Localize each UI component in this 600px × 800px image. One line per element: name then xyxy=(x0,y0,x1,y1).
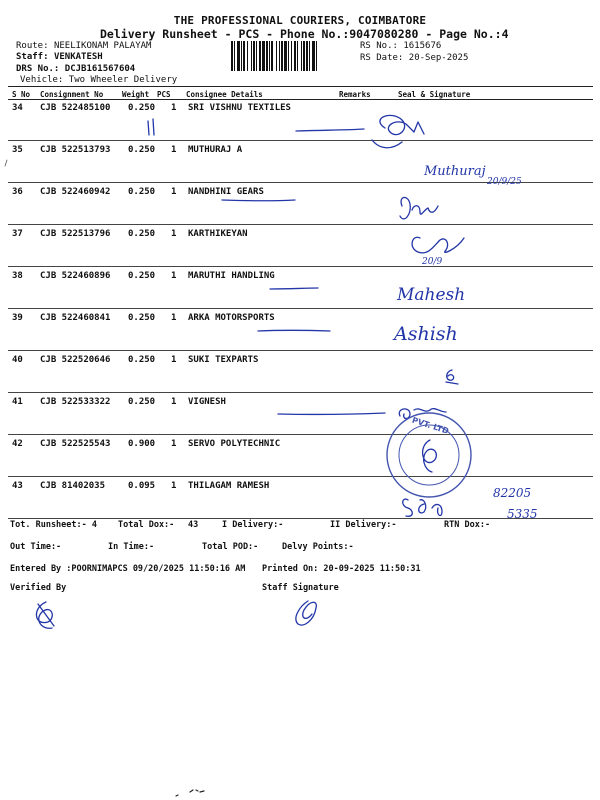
stamp-text: PVT. LTD xyxy=(410,415,450,436)
handwritten-row43-b: 5335 xyxy=(507,507,538,521)
row-consignment-no: CJB 522520646 xyxy=(40,355,111,365)
row-consignee: SRI VISHNU TEXTILES xyxy=(188,103,291,113)
drs-label: DRS No.: xyxy=(16,64,60,74)
company-title: THE PROFESSIONAL COURIERS, COIMBATORE xyxy=(173,14,427,27)
row-consignment-no: CJB 81402035 xyxy=(40,481,106,491)
company-stamp-icon xyxy=(387,413,471,497)
row-sno: 35 xyxy=(12,145,23,155)
row-weight: 0.250 xyxy=(128,355,156,365)
handwritten-row37-date: 20/9 xyxy=(422,257,443,267)
row-pcs: 1 xyxy=(171,145,177,155)
delvy-points: Delvy Points:- xyxy=(282,542,354,552)
col-consignment: Consignment No xyxy=(40,90,104,99)
row-pcs: 1 xyxy=(171,187,177,197)
route-value: NEELIKONAM PALAYAM xyxy=(53,41,152,51)
row-sno: 34 xyxy=(12,103,23,113)
row-sno: 42 xyxy=(12,439,23,449)
row-consignee: ARKA MOTORSPORTS xyxy=(188,313,275,323)
row-weight: 0.250 xyxy=(128,103,156,113)
vehicle-label: Vehicle: xyxy=(20,75,64,85)
handwritten-row35-date: 20/9/25 xyxy=(487,177,522,187)
row-consignee: SUKI TEXPARTS xyxy=(188,355,259,365)
row-consignment-no: CJB 522460841 xyxy=(40,313,111,323)
out-time: Out Time:- xyxy=(10,542,62,552)
row-weight: 0.250 xyxy=(128,229,156,239)
staff-signature-label: Staff Signature xyxy=(262,583,339,593)
total-pod: Total POD:- xyxy=(202,542,259,552)
delivery-line xyxy=(270,288,318,289)
total-runsheet: Tot. Runsheet:- 4 xyxy=(10,520,97,530)
row-consignee: VIGNESH xyxy=(188,397,226,407)
row-sno: 43 xyxy=(12,481,23,491)
staff-value: VENKATESH xyxy=(53,52,103,62)
row-pcs: 1 xyxy=(171,481,177,491)
signature-row36-icon xyxy=(400,197,438,218)
row-consignee: THILAGAM RAMESH xyxy=(188,481,270,491)
delivery-line xyxy=(222,200,295,201)
signature-row34-icon xyxy=(372,115,424,147)
route-label: Route: xyxy=(16,41,49,51)
row-consignment-no: CJB 522525543 xyxy=(40,439,111,449)
col-weight: Weight xyxy=(122,90,150,99)
row-consignment-no: CJB 522513793 xyxy=(40,145,111,155)
delivery-line xyxy=(296,129,364,131)
row-pcs: 1 xyxy=(171,271,177,281)
handwritten-row39: Ashish xyxy=(394,323,458,345)
row-pcs: 1 xyxy=(171,103,177,113)
rtn-dox: RTN Dox:- xyxy=(444,520,491,530)
handwritten-row38: Mahesh xyxy=(397,285,466,305)
row-sno: 38 xyxy=(12,271,23,281)
ii-delivery: II Delivery:- xyxy=(330,520,397,530)
handwritten-row35: Muthuraj xyxy=(424,164,486,179)
row-weight: 0.095 xyxy=(128,481,156,491)
signature-row40-icon xyxy=(446,370,458,384)
handwritten-row43-a: 82205 xyxy=(493,486,532,500)
row-pcs: 1 xyxy=(171,313,177,323)
row-consignment-no: CJB 522460942 xyxy=(40,187,111,197)
staff-signature-icon xyxy=(296,601,316,625)
staff-label: Staff: xyxy=(16,52,49,62)
row-pcs: 1 xyxy=(171,229,177,239)
total-dox-label: Total Dox:- xyxy=(118,520,175,530)
row-consignee: NANDHINI GEARS xyxy=(188,187,264,197)
vehicle-value: Two Wheeler Delivery xyxy=(68,75,178,85)
row-consignee: SERVO POLYTECHNIC xyxy=(188,439,281,449)
row-consignee: MARUTHI HANDLING xyxy=(188,271,275,281)
row-weight: 0.250 xyxy=(128,145,156,155)
row-sno: 36 xyxy=(12,187,23,197)
drs-value: DCJB161567604 xyxy=(64,64,136,74)
row-consignment-no: CJB 522485100 xyxy=(40,103,111,113)
verified-by-signature-icon xyxy=(36,602,54,628)
rs-date-value: 20-Sep-2025 xyxy=(408,53,469,63)
entered-by: Entered By :POORNIMAPCS 09/20/2025 11:50:16 AM xyxy=(10,564,246,574)
row-consignment-no: CJB 522513796 xyxy=(40,229,111,239)
row-weight: 0.250 xyxy=(128,313,156,323)
row-sno: 40 xyxy=(12,355,23,365)
runsheet-title: Delivery Runsheet - PCS - Phone No.:9047080280 - Page No.:4 xyxy=(100,27,509,41)
printed-on: Printed On: 20-09-2025 11:50:31 xyxy=(262,564,421,574)
rs-date-label: RS Date: xyxy=(360,53,404,63)
rs-no-label: RS No.: xyxy=(360,41,398,51)
row-pcs: 1 xyxy=(171,355,177,365)
row-sno: 37 xyxy=(12,229,23,239)
row-weight: 0.250 xyxy=(128,271,156,281)
scan-noise-icon xyxy=(5,160,204,796)
row-weight: 0.250 xyxy=(128,397,156,407)
row-pcs: 1 xyxy=(171,397,177,407)
i-delivery: I Delivery:- xyxy=(222,520,284,530)
row-weight: 0.900 xyxy=(128,439,156,449)
row-sno: 39 xyxy=(12,313,23,323)
signature-row43-icon xyxy=(403,499,442,516)
rs-no-value: 1615676 xyxy=(403,41,442,51)
row-consignment-no: CJB 522533322 xyxy=(40,397,111,407)
delivery-line xyxy=(258,330,330,331)
row-consignee: MUTHURAJ A xyxy=(188,145,243,155)
tick-mark-icon xyxy=(148,119,154,135)
delivery-line xyxy=(278,413,385,414)
total-dox-value: 43 xyxy=(188,520,199,530)
col-remarks: Remarks xyxy=(339,90,371,99)
col-consignee: Consignee Details xyxy=(186,90,263,99)
col-sno: S No xyxy=(12,90,31,99)
col-seal-signature: Seal & Signature xyxy=(398,90,471,99)
row-weight: 0.250 xyxy=(128,187,156,197)
row-sno: 41 xyxy=(12,397,23,407)
signature-row37-icon xyxy=(412,237,464,253)
row-consignment-no: CJB 522460896 xyxy=(40,271,111,281)
col-pcs: PCS xyxy=(157,90,171,99)
row-consignee: KARTHIKEYAN xyxy=(188,229,248,239)
row-pcs: 1 xyxy=(171,439,177,449)
verified-by-label: Verified By xyxy=(10,583,67,593)
in-time: In Time:- xyxy=(108,542,155,552)
